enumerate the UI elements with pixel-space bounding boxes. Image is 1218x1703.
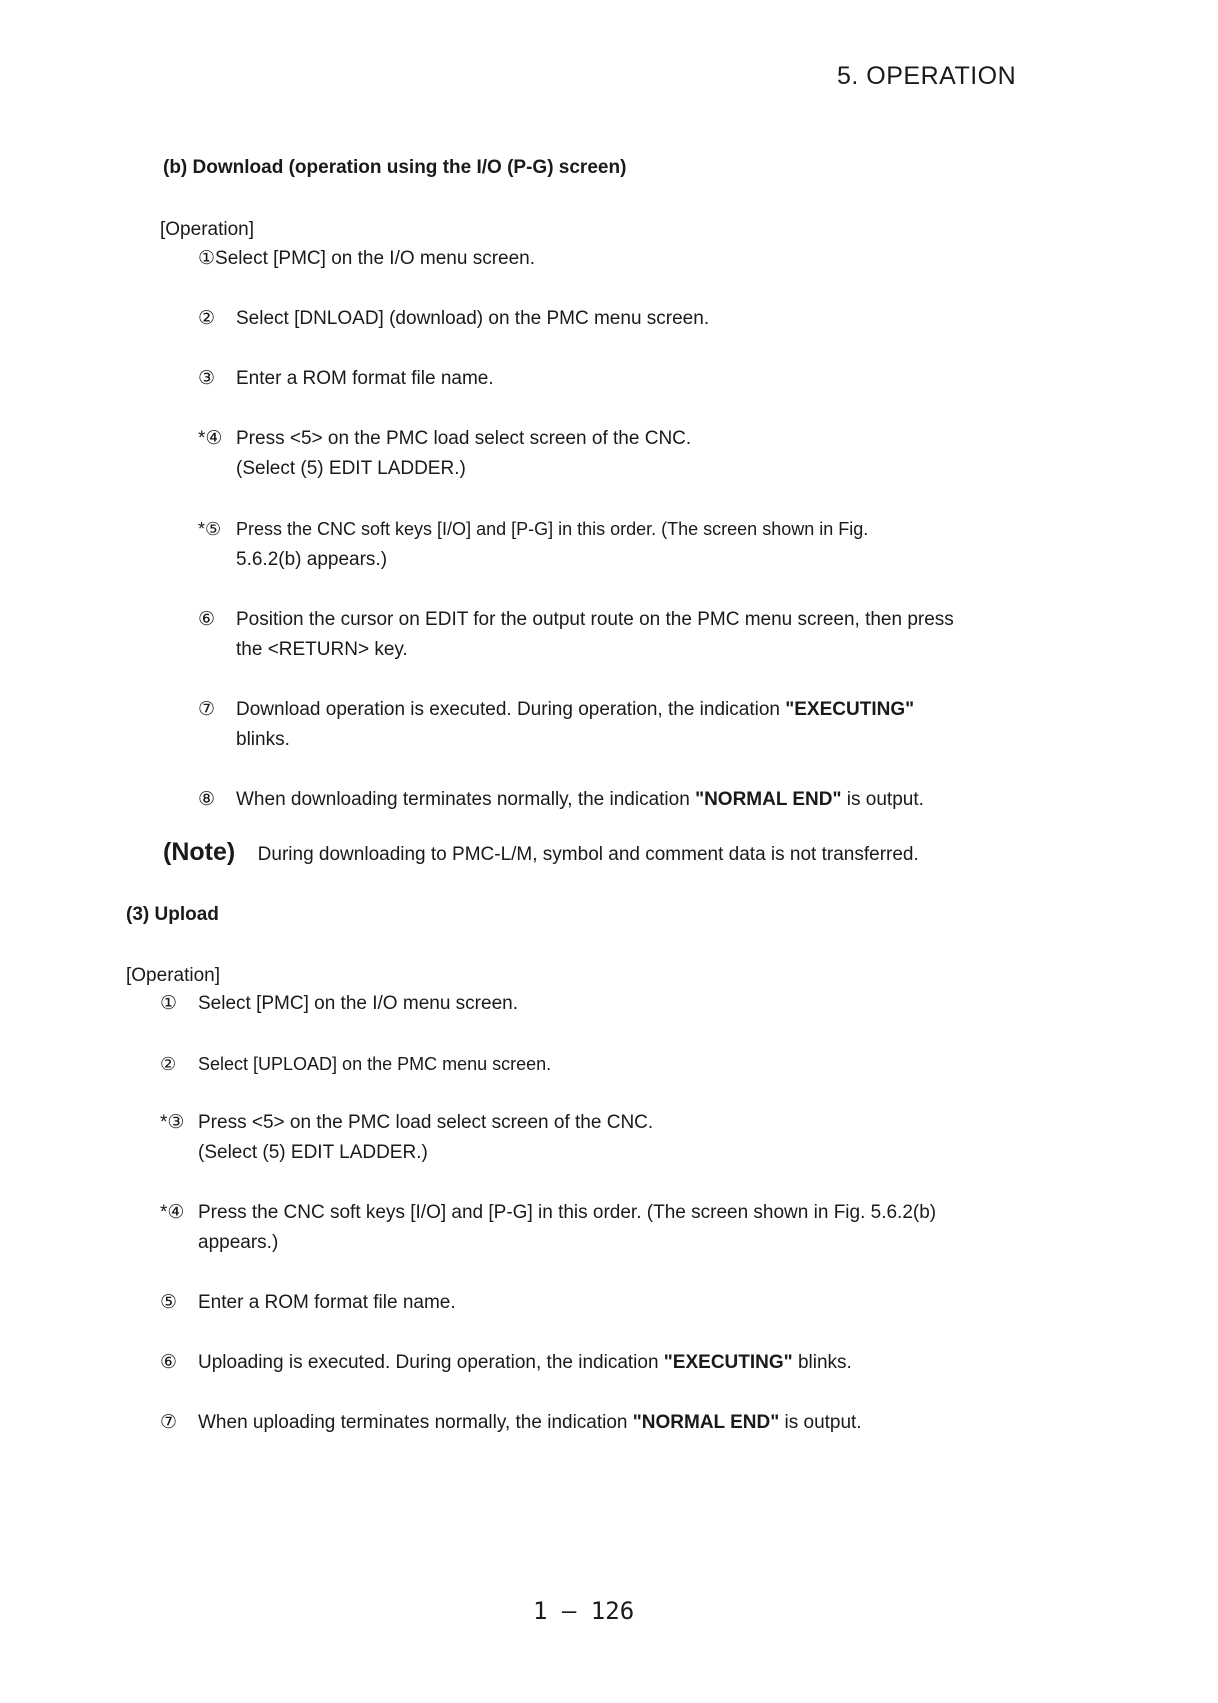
upload-step-5 bbox=[160, 1288, 456, 1318]
step-marker: ⑦ bbox=[160, 1412, 178, 1433]
upload-step-6 bbox=[160, 1348, 852, 1378]
step-text: Press the CNC soft keys [I/O] and [P-G] in this order. (The screen shown in Fig. 5.6.2(b) bbox=[198, 1202, 937, 1223]
upload-step-1 bbox=[160, 989, 518, 1019]
step-marker: ① bbox=[198, 248, 216, 269]
download-step-6 bbox=[198, 605, 954, 665]
step-marker: ⑥ bbox=[160, 1352, 178, 1373]
download-step-3 bbox=[198, 364, 494, 394]
upload-step-7 bbox=[160, 1408, 862, 1438]
step-text: Download operation is executed. During operation, the indication bbox=[236, 699, 786, 720]
executing-indicator: "EXECUTING" bbox=[663, 1352, 793, 1373]
step-marker: ⑥ bbox=[198, 609, 216, 630]
step-text: Select [DNLOAD] (download) on the PMC menu screen. bbox=[236, 308, 710, 329]
step-text-continued: 5.6.2(b) appears.) bbox=[236, 549, 388, 570]
download-note bbox=[163, 838, 919, 870]
download-step-8 bbox=[198, 785, 924, 815]
step-text: Select [PMC] on the I/O menu screen. bbox=[198, 993, 518, 1014]
page-number: 1 – 126 bbox=[533, 1597, 635, 1625]
step-text: Uploading is executed. During operation, the indication bbox=[198, 1352, 664, 1373]
step-text-end: is output. bbox=[841, 789, 924, 810]
download-step-1 bbox=[198, 244, 535, 274]
step-marker: *④ bbox=[160, 1202, 185, 1223]
step-text: Press <5> on the PMC load select screen of the CNC. bbox=[198, 1112, 654, 1133]
step-marker: *④ bbox=[198, 428, 223, 449]
download-step-4 bbox=[198, 424, 691, 484]
step-marker: ② bbox=[160, 1054, 177, 1074]
step-text: Select [UPLOAD] on the PMC menu screen. bbox=[198, 1054, 552, 1074]
download-heading: (b) Download (operation using the I/O (P-G) screen) bbox=[163, 157, 627, 178]
step-marker: ③ bbox=[198, 368, 216, 389]
step-text-continued: appears.) bbox=[198, 1232, 279, 1253]
step-text-continued: (Select (5) EDIT LADDER.) bbox=[198, 1142, 428, 1163]
step-text: Press the CNC soft keys [I/O] and [P-G] in this order. (The screen shown in Fig. bbox=[236, 519, 869, 539]
step-text: Select [PMC] on the I/O menu screen. bbox=[215, 248, 536, 269]
upload-step-2 bbox=[160, 1049, 551, 1079]
step-text: Enter a ROM format file name. bbox=[198, 1292, 456, 1313]
step-text-continued: the <RETURN> key. bbox=[236, 639, 408, 660]
download-step-7 bbox=[198, 695, 914, 755]
step-text-continued: blinks. bbox=[236, 729, 290, 750]
upload-step-4 bbox=[160, 1198, 936, 1258]
step-text-continued: (Select (5) EDIT LADDER.) bbox=[236, 458, 466, 479]
step-marker: ① bbox=[160, 993, 178, 1014]
executing-indicator: "EXECUTING" bbox=[785, 699, 915, 720]
step-text: Press <5> on the PMC load select screen of the CNC. bbox=[236, 428, 692, 449]
note-label: (Note) bbox=[163, 838, 236, 866]
section-header: 5. OPERATION bbox=[837, 62, 1017, 90]
upload-operation-label: [Operation] bbox=[126, 965, 220, 986]
step-text-end: blinks. bbox=[792, 1352, 852, 1373]
step-marker: ② bbox=[198, 308, 216, 329]
step-text-end: is output. bbox=[779, 1412, 862, 1433]
step-marker: *⑤ bbox=[198, 519, 222, 539]
step-marker: *③ bbox=[160, 1112, 185, 1133]
step-marker: ⑤ bbox=[160, 1292, 178, 1313]
step-marker: ⑦ bbox=[198, 699, 216, 720]
step-text: When uploading terminates normally, the indication bbox=[198, 1412, 633, 1433]
note-text: During downloading to PMC-L/M, symbol and comment data is not transferred. bbox=[257, 844, 919, 865]
step-text: Position the cursor on EDIT for the output route on the PMC menu screen, then press bbox=[236, 609, 954, 630]
step-marker: ⑧ bbox=[198, 789, 216, 810]
download-step-5 bbox=[198, 514, 868, 575]
step-text: When downloading terminates normally, the indication bbox=[236, 789, 696, 810]
download-operation-label: [Operation] bbox=[160, 219, 254, 240]
normal-end-indicator: "NORMAL END" bbox=[632, 1412, 780, 1433]
normal-end-indicator: "NORMAL END" bbox=[695, 789, 842, 810]
upload-step-3 bbox=[160, 1108, 653, 1168]
step-text: Enter a ROM format file name. bbox=[236, 368, 494, 389]
download-step-2 bbox=[198, 304, 709, 334]
upload-heading: (3) Upload bbox=[126, 904, 219, 925]
